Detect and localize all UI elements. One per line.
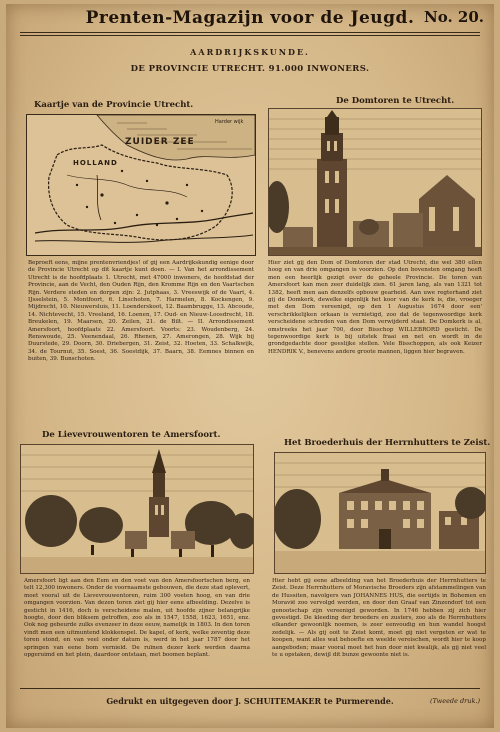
top-rule-double: [20, 35, 480, 36]
print-sheet: [6, 4, 494, 728]
province-heading: DE PROVINCIE UTRECHT. 91.000 INWONERS.: [130, 64, 370, 74]
edition-note: (Tweede druk.): [430, 697, 480, 705]
map-label-harderwijk: Harder wijk: [215, 119, 244, 125]
zeist-engraving: [274, 452, 486, 574]
domtoren-engraving: [268, 108, 482, 256]
amersfoort-title: De Lievevrouwentoren te Amersfoort.: [42, 430, 221, 440]
masthead-title: Prenten-Magazijn voor de Jeugd.: [85, 8, 415, 28]
domtoren-description: Hier ziet gij den Dom of Domtoren der stad Utrecht, die wel 380 ellen hoog en van drie omgangen is voorzien. Op den bovensten omgang heeft men een heerlijk gezigt over de geheele Provincie. De toren van Amersfoort kan men zeer duidelijk zien. 61 jaren lang, als van 1321 tot 1382, heeft men aan denzelfs opbouw gearbeid. Aan uwe regterhand ziet gij de Domkerk, dewelke eigenlijk het koor van de kerk is, die, vroeger met den Dom vereenigd, op den 1 Augustus 1674 door een' verschrikkelijken orkaan is vernietigd, zoo dat de tegenwoordige kerk verscheidene schreden van den Dom verwijderd staat. De Domkerk is al, omstreeks het jaar 700, door Bisschop WILLEBRORD gesticht. De tegenwoordige kerk is bij uitstek fraai en net en wordt in de grondgedachte door geeslijke stellen. Vele Bisschoppen, als ook Keizer HENDRIK V., benevens andere groote mannen, liggen hier begraven.: [268, 260, 482, 355]
printer-imprint: Gedrukt en uitgegeven door J. SCHUITEMAKER te Purmerende.: [106, 696, 394, 706]
top-rule: [20, 32, 480, 33]
province-map: [26, 114, 256, 256]
amersfoort-description: Amersfoort ligt aan den Eem en den voet van den Amersfoortschen berg, en telt 12,300 inwoners. Onder de voornaamste gebouwen, die deze stad oplevert, moet vooral uit de Lievevrouwentoren, ruim 300 voeten hoog, en van drie omgangen voorzien. Van dezen toren ziet gij hier eene afbeelding. Dezelve is gesticht in 1416, doch is verscheidene malen, uit hoofde zijner belangrijke hoogte, door den bliksem getroffen, zoo als in 1547, 1558, 1623, 1651, enz. Ook nog gebeurde zulks evenzeer in deze eeuw, namelijk in 1803. In den toren vindt men een uitmuntend klokkenspel. De kapel, of kerk, welke zeventig deze toren stond, en van veel onder datum is, werd in het jaar 1787 door het springen van eene bom vernield. De ruïnen dezer kerk werden daarna opgeruimd en het plein, daardoor ontstaan, met boomen beplant.: [24, 578, 250, 659]
footer-rule: [20, 688, 480, 689]
map-label-holland: HOLLAND: [73, 159, 118, 167]
subject-heading: AARDRIJKSKUNDE.: [190, 47, 310, 57]
map-title: Kaartje van de Provincie Utrecht.: [34, 100, 194, 110]
amersfoort-illustration: [21, 445, 253, 573]
zeist-description: Hier hebt gij eene afbeelding van het Broederhuis der Herrnhutters te Zeist. Deze Herrnhutters of Moravische Broeders zijn afstammelingen van de Hussiten, navolgers van JOHANNES HUS, die eertijds in Bohemen en Moravië zoo vervolgd werden, en door den Graaf van Zinzendorf tot een genootschap zijn vereenigd geworden. In 1746 hebben zij zich hier gevestigd. De kleeding der broeders en zusters, zoo als de Herrnhutters elkander gewoonlijk noemen, is zeer eenvoudig en hun wandel hoogst zedelijk. — Als gij ooit te Zeist komt, moet gij niet vergeten er wat te koopen, want alles wat behoefte en weelde vereischen, wordt hier te koop aangeboden; maar vooral moet het hun door niet kwalijk, als gij niet veel te u opstaken, dewijl dit bunze gewoonte niet is.: [272, 578, 486, 659]
map-description: Beproeft eens, mijne prentenvriendjes! of gij een Aardrijkskundig eenige door de Provincie Utrecht op dit kaartje kunt doen. — I. Van het arrondissement Utrecht is de hoofdplaats 1. Utrecht, met 47000 inwoners, de hoofdstad der Provincie, aan de Vecht, den Ouden Rijn, den Kromme Rijn en den Vaartschen Rijn. Verdere steden en dorpen zijn: 2. Jutphaas, 3. Vreeswijk of de Vaart, 4. IJsselstein, 5. Montfoort, 6. Linschoten, 7. Harmelen, 8. Kockengen, 9. Mijdrecht, 10. Nieuwersluis, 11. Loenderskoot, 12. Baambrugge, 13. Abcoude, 14. Nichtevecht, 15. Vreeland, 16. Loenen, 17. Oud- en Nieuw-Loosdrecht, 18. Breukelen, 19. Maarsen, 20. Zeilen, 21. de Bilt. — II. Arrondissement Amersfoort, hoofdplaats 22. Amersfoort. Voorts: 23. Woudenberg, 24. Renswoude, 25. Veenendaal, 26. Rhenen, 27. Amerongen, 28. Wijk bij Duurstede, 29. Doorn, 30. Driebergen, 31. Zeist, 32. Hoeten, 33. Schalkwijk, 34. de Tournut, 35. Soest, 36. Soestdijk, 37. Baarn, 38. Eemnes binnen en buiten, 39. Bunschoten.: [28, 260, 254, 363]
amersfoort-engraving: [20, 444, 254, 574]
map-illustration: [27, 115, 255, 255]
zeist-illustration: [275, 453, 485, 573]
map-label-sea: ZUIDER ZEE: [125, 137, 195, 147]
domtoren-illustration: [269, 109, 481, 255]
zeist-title: Het Broederhuis der Herrnhutters te Zeist.: [284, 438, 491, 448]
domtoren-title: De Domtoren te Utrecht.: [336, 96, 455, 106]
issue-number: No. 20.: [424, 8, 484, 26]
